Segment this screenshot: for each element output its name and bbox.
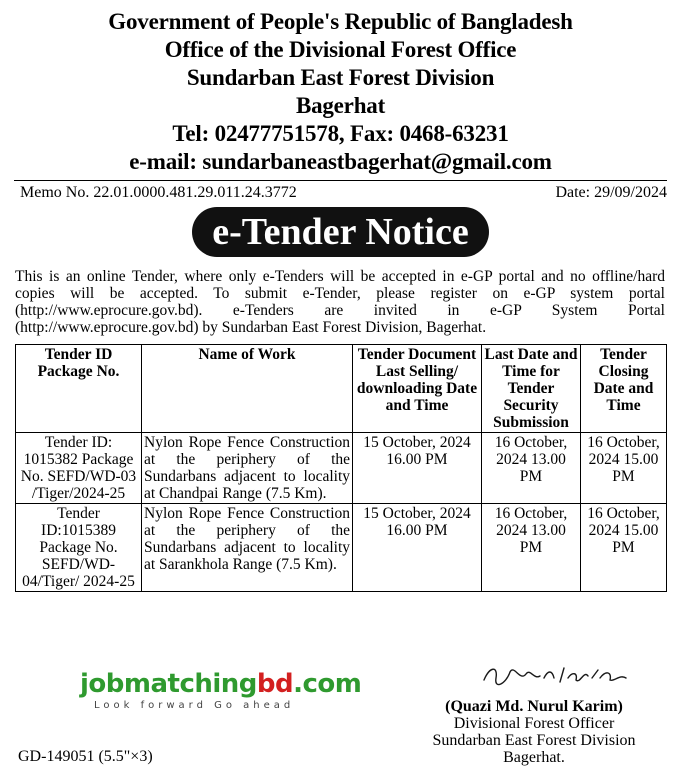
work-name-cell: Nylon Rope Fence Construction at the periphery of the Sundarbans adjacent to locality at Sarankhola Range (7.5 Km).	[142, 504, 353, 592]
brand-watermark	[80, 668, 400, 712]
security-date-cell: 16 October, 2024 13.00 PM	[482, 504, 581, 592]
closing-date-cell: 16 October, 2024 15.00 PM	[581, 433, 667, 504]
selling-date-cell: 15 October, 2024 16.00 PM	[353, 504, 482, 592]
intro-paragraph: This is an online Tender, where only e-Tenders will be accepted in e-GP portal and no offline/hard copies will be accepted. To submit e-Tender, please register on e-GP system portal (http://www.eprocure.gov.bd). e-Tenders are invited in e-GP System Portal (http://www.eprocure.gov.bd) by Sundarban East Forest Division, Bagerhat.	[15, 268, 665, 336]
table-row	[16, 504, 667, 592]
division-name: Sundarban East Forest Division	[186, 65, 495, 90]
gd-number: GD-149051 (5.5"×3)	[18, 748, 153, 765]
table-header-row	[16, 345, 667, 433]
closing-date-cell: 16 October, 2024 15.00 PM	[581, 504, 667, 592]
column-header: Name of Work	[142, 345, 353, 433]
notice-title: e-Tender Notice	[192, 207, 488, 257]
brand-part-jobmatching: jobmatching	[80, 669, 257, 699]
title-banner	[0, 207, 681, 257]
selling-date-cell: 15 October, 2024 16.00 PM	[353, 433, 482, 504]
brand-tagline: Look forward Go ahead	[94, 700, 295, 711]
contact-email: e-mail: sundarbaneastbagerhat@gmail.com	[129, 149, 552, 174]
security-date-cell: 16 October, 2024 13.00 PM	[482, 433, 581, 504]
header-divider	[14, 180, 667, 181]
location-name: Bagerhat	[295, 93, 386, 118]
tender-id-cell: Tender ID: 1015382 Package No. SEFD/WD-03 /Tiger/2024-25	[16, 433, 142, 504]
officer-place: Bagerhat.	[503, 749, 565, 766]
memo-number: Memo No. 22.01.0000.481.29.011.24.3772	[20, 184, 297, 201]
brand-part-bd: bd	[256, 669, 294, 699]
column-header: Tender Document Last Selling/ downloading Date and Time	[353, 345, 482, 433]
brand-part-com: .com	[293, 669, 362, 699]
column-header: Tender Closing Date and Time	[581, 345, 667, 433]
column-header: Tender ID Package No.	[16, 345, 142, 433]
officer-division: Sundarban East Forest Division	[432, 732, 636, 749]
work-name-cell: Nylon Rope Fence Construction at the periphery of the Sundarbans adjacent to locality at Chandpai Range (7.5 Km).	[142, 433, 353, 504]
column-header: Last Date and Time for Tender Security Submission	[482, 345, 581, 433]
tender-table	[15, 344, 667, 592]
handwritten-signature	[480, 660, 640, 690]
notice-date: Date: 29/09/2024	[555, 184, 667, 201]
officer-block	[396, 698, 672, 766]
brand-logo-text	[80, 668, 400, 700]
office-header	[0, 8, 681, 176]
officer-name: (Quazi Md. Nurul Karim)	[445, 698, 623, 715]
office-name: Office of the Divisional Forest Office	[164, 37, 517, 62]
contact-phone-fax: Tel: 02477751578, Fax: 0468-63231	[172, 121, 509, 146]
officer-designation: Divisional Forest Officer	[453, 715, 615, 732]
table-row	[16, 433, 667, 504]
government-name: Government of People's Republic of Bangladesh	[108, 9, 573, 34]
tender-id-cell: Tender ID:1015389 Package No. SEFD/WD-04/Tiger/ 2024-25	[16, 504, 142, 592]
